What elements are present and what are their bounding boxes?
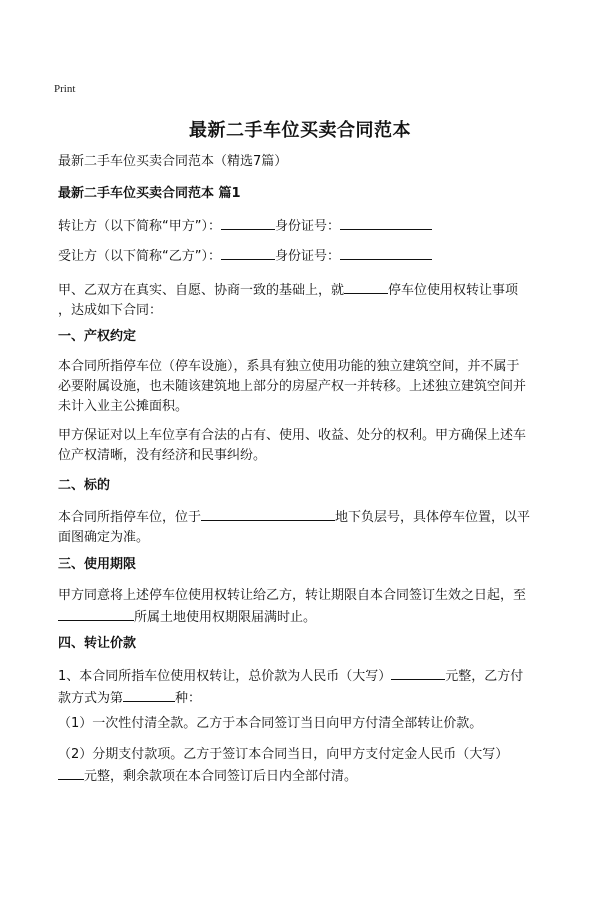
document-subtitle: 最新二手车位买卖合同范本（精选7篇） bbox=[58, 154, 288, 169]
intro-text-b: 停车位使用权转让事项 bbox=[388, 283, 519, 298]
s4-p1-text-d: 种： bbox=[175, 691, 202, 706]
s4-deposit-blank bbox=[58, 765, 84, 780]
transferee-name-blank bbox=[221, 245, 275, 260]
print-label[interactable]: Print bbox=[54, 83, 76, 95]
s1-p1-line-1: 本合同所指停车位（停车设施），系具有独立使用功能的独立建筑空间，并不属于 bbox=[58, 359, 520, 374]
s1-p1-line-2: 必要附属设施，也未随该建筑地上部分的房屋产权一并转移。上述独立建筑空间并 bbox=[58, 379, 527, 394]
intro-text-a: 甲、乙双方在真实、自愿、协商一致的基础上，就 bbox=[58, 283, 345, 298]
section-2-heading: 二、标的 bbox=[58, 478, 111, 493]
transferor-id-label: 身份证号： bbox=[274, 219, 340, 234]
s4-p1-text-a: 1、本合同所指车位使用权转让，总价款为人民币（大写） bbox=[58, 669, 392, 684]
transferor-line bbox=[58, 215, 558, 237]
section-3-heading: 三、使用期限 bbox=[58, 557, 137, 572]
s4-p3-text-b: 元整，剩余款项在本合同签订后日内全部付清。 bbox=[84, 769, 358, 784]
transferee-label: 受让方（以下简称“乙方”）： bbox=[58, 249, 221, 264]
transferee-line bbox=[58, 245, 558, 267]
s2-location-blank bbox=[201, 506, 335, 521]
transferee-id-blank bbox=[340, 245, 432, 260]
document-title: 最新二手车位买卖合同范本 bbox=[189, 120, 411, 141]
s1-p1-line-3: 未计入业主公摊面积。 bbox=[58, 399, 189, 414]
s3-text-b: 所属土地使用权期限届满时止。 bbox=[134, 610, 317, 625]
section-1-paragraph-1 bbox=[58, 357, 554, 417]
section-4-paragraph-1 bbox=[58, 665, 554, 709]
section-4-paragraph-2: （1）一次性付清全款。乙方于本合同签订当日向甲方付清全部转让价款。 bbox=[58, 716, 483, 731]
s1-p2-line-1: 甲方保证对以上车位享有合法的占有、使用、收益、处分的权利。甲方确保上述车 bbox=[58, 428, 527, 443]
s4-p1-text-b: 元整，乙方付 bbox=[445, 669, 524, 684]
s2-text-a: 本合同所指停车位，位于 bbox=[58, 510, 202, 525]
transferor-label: 转让方（以下简称“甲方”）： bbox=[58, 219, 221, 234]
section-4-heading: 四、转让价款 bbox=[58, 636, 137, 651]
s3-date-blank bbox=[58, 606, 134, 621]
section-2-paragraph bbox=[58, 506, 554, 548]
part-heading: 最新二手车位买卖合同范本 篇1 bbox=[58, 186, 241, 201]
s4-amount-blank bbox=[391, 665, 445, 680]
section-1-paragraph-2 bbox=[58, 426, 554, 466]
section-3-paragraph bbox=[58, 586, 554, 628]
intro-paragraph bbox=[58, 279, 554, 321]
section-4-paragraph-3 bbox=[58, 745, 554, 787]
transferor-id-blank bbox=[340, 215, 432, 230]
s4-p3-text-a: （2）分期支付款项。乙方于签订本合同当日，向甲方支付定金人民币（大写） bbox=[58, 747, 509, 762]
intro-blank bbox=[344, 279, 388, 294]
intro-text-c: ，达成如下合同： bbox=[58, 303, 163, 318]
s2-text-b: 地下负层号，具体停车位置，以平 bbox=[335, 510, 531, 525]
transferee-id-label: 身份证号： bbox=[274, 249, 340, 264]
s2-text-c: 面图确定为准。 bbox=[58, 530, 150, 545]
s4-p1-text-c: 款方式为第 bbox=[58, 691, 124, 706]
s4-method-blank bbox=[123, 687, 175, 702]
section-1-heading: 一、产权约定 bbox=[58, 329, 137, 344]
s3-text-a: 甲方同意将上述停车位使用权转让给乙方，转让期限自本合同签订生效之日起，至 bbox=[58, 588, 527, 603]
s1-p2-line-2: 位产权清晰，没有经济和民事纠纷。 bbox=[58, 448, 267, 463]
transferor-name-blank bbox=[221, 215, 275, 230]
